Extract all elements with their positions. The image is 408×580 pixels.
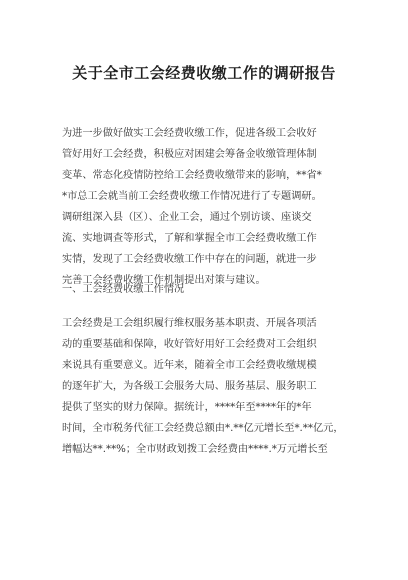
text-line: 变革、常态化疫情防控给工会经费收缴带来的影响，**省* [62,170,322,181]
text-line: 实情，发现了工会经费收缴工作中存在的问题，就进一步 [62,254,317,265]
text-line: 的逐年扩大，为各级工会服务大局、服务基层、服务职工 [62,381,317,392]
document-title: 关于全市工会经费收缴工作的调研报告 [72,64,336,82]
intro-paragraph [62,123,354,291]
text-line: 管好用好工会经费，积极应对困建会筹备金收缴管理体制 [62,149,317,160]
text-line: 完善工会经费收缴工作机制提出对策与建议。 [62,275,266,286]
text-line: 时间，全市税务代征工会经费总额由*.**亿元增长至*.**亿元， [62,423,344,434]
text-line: *市总工会就当前工会经费收缴工作情况进行了专题调研。 [62,191,322,202]
text-line: 来说具有重要意义。近年来，随着全市工会经费收缴规模 [62,360,317,371]
body-paragraph [62,313,354,460]
section-heading: 一、工会经费收缴工作情况 [62,284,185,295]
text-line: 调研组深入县（区）、企业工会，通过个别访谈、座谈交 [62,212,312,223]
text-line: 流、实地调查等形式，了解和掌握全市工会经费收缴工作 [62,233,317,244]
text-line: 增幅达**.**%；全市财政划拨工会经费由****.*万元增长至 [62,444,328,455]
text-line: 为进一步做好做实工会经费收缴工作，促进各级工会收好 [62,128,317,139]
text-line: 提供了坚实的财力保障。据统计，****年至****年的*年 [62,402,312,413]
text-line: 工会经费是工会组织履行维权服务基本职责、开展各项活 [62,318,317,329]
text-line: 动的重要基础和保障，收好管好用好工会经费对工会组织 [62,339,317,350]
